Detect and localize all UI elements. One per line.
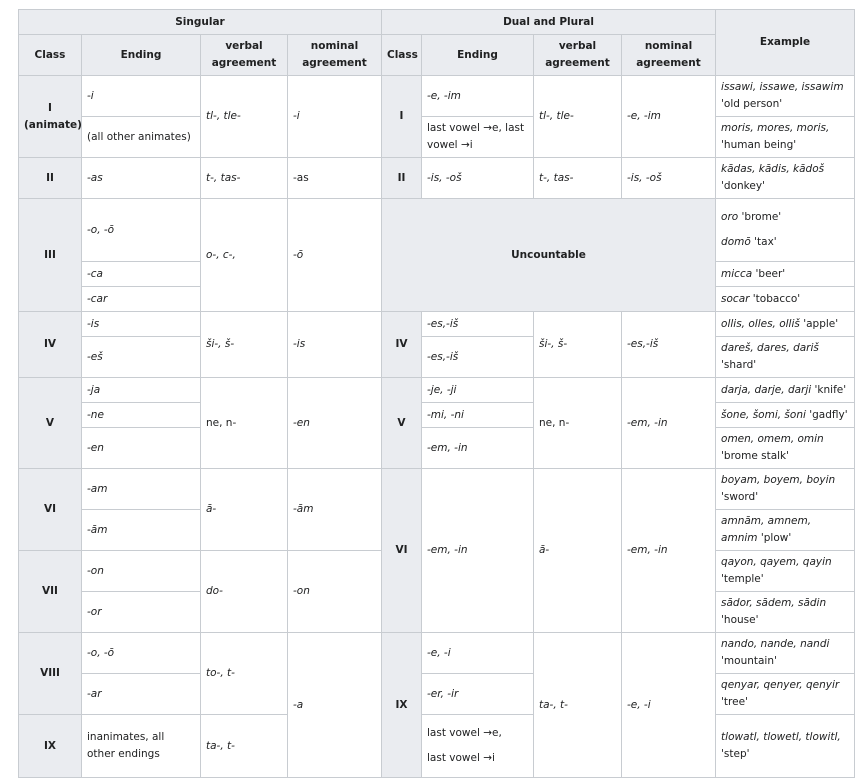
example-gloss: 'knife' bbox=[814, 383, 847, 396]
table-container bbox=[18, 9, 855, 778]
ending-header: Ending bbox=[422, 35, 534, 76]
verbal-agreement-cell: t-, tas- bbox=[201, 158, 288, 199]
example-cell bbox=[716, 199, 855, 262]
ending-cell: -em, -in bbox=[422, 428, 534, 469]
class-label: IV bbox=[382, 312, 422, 378]
example-forms: micca bbox=[721, 267, 753, 280]
ending-cell: -ca bbox=[82, 262, 201, 287]
nominal-agreement-header: nominal agreement bbox=[288, 35, 382, 76]
ending-cell: -ām bbox=[82, 510, 201, 551]
example-gloss: 'temple' bbox=[721, 573, 764, 585]
example-cell bbox=[716, 715, 855, 778]
ending-cell bbox=[422, 715, 534, 778]
verbal-agreement-cell: tl-, tle- bbox=[534, 76, 622, 158]
ending-cell: (all other animates) bbox=[82, 117, 201, 158]
ending-cell: last vowel →e, last vowel →i bbox=[422, 117, 534, 158]
example-gloss: 'house' bbox=[721, 614, 759, 626]
ending-line: last vowel →e, bbox=[427, 727, 502, 739]
ending-cell: -em, -in bbox=[422, 469, 534, 633]
example-gloss: 'old person' bbox=[721, 98, 783, 110]
ending-cell: -es,-iš bbox=[422, 312, 534, 337]
nominal-agreement-cell: -em, -in bbox=[622, 378, 716, 469]
example-cell bbox=[716, 76, 855, 117]
dual-plural-header: Dual and Plural bbox=[382, 10, 716, 35]
ending-header: Ending bbox=[82, 35, 201, 76]
nominal-agreement-header: nominal agreement bbox=[622, 35, 716, 76]
example-cell bbox=[716, 469, 855, 510]
example-cell bbox=[716, 403, 855, 428]
verbal-agreement-header: verbal agreement bbox=[201, 35, 288, 76]
class-label: V bbox=[19, 378, 82, 469]
verbal-agreement-cell: o-, c-, bbox=[201, 199, 288, 312]
example-forms: ollis, olles, olliš bbox=[721, 317, 800, 330]
example-header: Example bbox=[716, 10, 855, 76]
example-cell bbox=[716, 510, 855, 551]
class-label: II bbox=[19, 158, 82, 199]
ending-cell: -is bbox=[82, 312, 201, 337]
example-forms: šone, šomi, šoni bbox=[721, 408, 806, 421]
example-cell bbox=[716, 592, 855, 633]
class-header: Class bbox=[382, 35, 422, 76]
example-forms: moris, mores, moris, bbox=[721, 122, 830, 134]
ending-cell: -am bbox=[82, 469, 201, 510]
ending-cell: -car bbox=[82, 287, 201, 312]
noun-class-table bbox=[18, 9, 855, 778]
example-forms: socar bbox=[721, 292, 750, 305]
example-forms: omen, omem, omin bbox=[721, 433, 824, 445]
example-forms: domō bbox=[721, 236, 751, 248]
ending-cell: inanimates, all other endings bbox=[82, 715, 201, 778]
verbal-agreement-cell: tl-, tle- bbox=[201, 76, 288, 158]
verbal-agreement-cell: ā- bbox=[534, 469, 622, 633]
example-forms: nando, nande, nandi bbox=[721, 638, 830, 650]
example-cell bbox=[716, 117, 855, 158]
nominal-agreement-cell: -on bbox=[288, 551, 382, 633]
ending-cell: -o, -ō bbox=[82, 633, 201, 674]
nominal-agreement-cell: -en bbox=[288, 378, 382, 469]
ending-cell: -on bbox=[82, 551, 201, 592]
class-label: II bbox=[382, 158, 422, 199]
example-forms: boyam, boyem, boyin bbox=[721, 474, 836, 486]
ending-cell: -je, -ji bbox=[422, 378, 534, 403]
example-gloss: 'sword' bbox=[721, 491, 759, 503]
ending-cell: -ar bbox=[82, 674, 201, 715]
example-cell bbox=[716, 674, 855, 715]
example-forms: qenyar, qenyer, qenyir bbox=[721, 679, 840, 691]
nominal-agreement-cell: -is bbox=[288, 312, 382, 378]
example-gloss: 'gadfly' bbox=[809, 408, 848, 421]
example-forms: tlowatl, tlowetl, tlowitl, bbox=[721, 731, 841, 743]
example-cell bbox=[716, 158, 855, 199]
class-label: V bbox=[382, 378, 422, 469]
nominal-agreement-cell: -es,-iš bbox=[622, 312, 716, 378]
example-gloss: 'plow' bbox=[760, 532, 792, 544]
class-label: I bbox=[382, 76, 422, 158]
example-gloss: 'tax' bbox=[754, 236, 777, 248]
example-forms: amnām, amnem, amnim bbox=[721, 515, 812, 544]
example-gloss: 'beer' bbox=[755, 267, 786, 280]
nominal-agreement-cell: -e, -im bbox=[622, 76, 716, 158]
ending-cell: -ja bbox=[82, 378, 201, 403]
class-label: VII bbox=[19, 551, 82, 633]
example-forms: darja, darje, darji bbox=[721, 383, 812, 396]
example-cell bbox=[716, 312, 855, 337]
example-forms: qayon, qayem, qayin bbox=[721, 556, 832, 568]
ending-cell: -ne bbox=[82, 403, 201, 428]
example-gloss: 'brome stalk' bbox=[721, 450, 790, 462]
example-cell bbox=[716, 428, 855, 469]
example-gloss: 'brome' bbox=[741, 211, 782, 223]
example-forms: dareš, dares, dariš bbox=[721, 342, 819, 354]
nominal-agreement-cell: -as bbox=[288, 158, 382, 199]
ending-cell: -is, -oš bbox=[422, 158, 534, 199]
example-gloss: 'apple' bbox=[803, 317, 839, 330]
example-gloss: 'human being' bbox=[721, 139, 797, 151]
example-gloss: 'tree' bbox=[721, 696, 748, 708]
nominal-agreement-cell: -a bbox=[288, 633, 382, 778]
class-label: IX bbox=[382, 633, 422, 778]
example-gloss: 'step' bbox=[721, 748, 750, 760]
ending-cell: -as bbox=[82, 158, 201, 199]
nominal-agreement-cell: -is, -oš bbox=[622, 158, 716, 199]
nominal-agreement-cell: -e, -i bbox=[622, 633, 716, 778]
verbal-agreement-cell: ta-, t- bbox=[534, 633, 622, 778]
example-gloss: 'mountain' bbox=[721, 655, 777, 667]
verbal-agreement-cell: ši-, š- bbox=[201, 312, 288, 378]
example-cell bbox=[716, 633, 855, 674]
nominal-agreement-cell: -ō bbox=[288, 199, 382, 312]
class-label: VI bbox=[19, 469, 82, 551]
ending-line: last vowel →i bbox=[427, 752, 495, 764]
class-header: Class bbox=[19, 35, 82, 76]
ending-cell: -eš bbox=[82, 337, 201, 378]
verbal-agreement-cell: ši-, š- bbox=[534, 312, 622, 378]
verbal-agreement-cell: ne, n- bbox=[201, 378, 288, 469]
verbal-agreement-cell: ne, n- bbox=[534, 378, 622, 469]
example-cell bbox=[716, 337, 855, 378]
verbal-agreement-cell: ta-, t- bbox=[201, 715, 288, 778]
class-label: III bbox=[19, 199, 82, 312]
ending-cell: -i bbox=[82, 76, 201, 117]
singular-header: Singular bbox=[19, 10, 382, 35]
ending-cell: -er, -ir bbox=[422, 674, 534, 715]
example-cell bbox=[716, 551, 855, 592]
example-gloss: 'tobacco' bbox=[752, 292, 801, 305]
example-gloss: 'shard' bbox=[721, 359, 757, 371]
nominal-agreement-cell: -i bbox=[288, 76, 382, 158]
ending-cell: -e, -i bbox=[422, 633, 534, 674]
uncountable-cell: Uncountable bbox=[382, 199, 716, 312]
class-label: IV bbox=[19, 312, 82, 378]
ending-cell: -es,-iš bbox=[422, 337, 534, 378]
ending-cell: -e, -im bbox=[422, 76, 534, 117]
nominal-agreement-cell: -ām bbox=[288, 469, 382, 551]
ending-cell: -o, -ō bbox=[82, 199, 201, 262]
example-cell bbox=[716, 287, 855, 312]
verbal-agreement-cell: ā- bbox=[201, 469, 288, 551]
class-label: IX bbox=[19, 715, 82, 778]
class-label: VIII bbox=[19, 633, 82, 715]
example-forms: sādor, sādem, sādin bbox=[721, 597, 827, 609]
verbal-agreement-cell: t-, tas- bbox=[534, 158, 622, 199]
example-cell bbox=[716, 262, 855, 287]
example-gloss: 'donkey' bbox=[721, 180, 765, 192]
verbal-agreement-header: verbal agreement bbox=[534, 35, 622, 76]
class-label: I (animate) bbox=[19, 76, 82, 158]
ending-cell: -or bbox=[82, 592, 201, 633]
verbal-agreement-cell: do- bbox=[201, 551, 288, 633]
example-forms: kādas, kādis, kādoš bbox=[721, 163, 825, 175]
example-cell bbox=[716, 378, 855, 403]
ending-cell: -mi, -ni bbox=[422, 403, 534, 428]
class-label: VI bbox=[382, 469, 422, 633]
nominal-agreement-cell: -em, -in bbox=[622, 469, 716, 633]
example-forms: issawi, issawe, issawim bbox=[721, 81, 844, 93]
verbal-agreement-cell: to-, t- bbox=[201, 633, 288, 715]
example-forms: oro bbox=[721, 211, 739, 223]
ending-cell: -en bbox=[82, 428, 201, 469]
